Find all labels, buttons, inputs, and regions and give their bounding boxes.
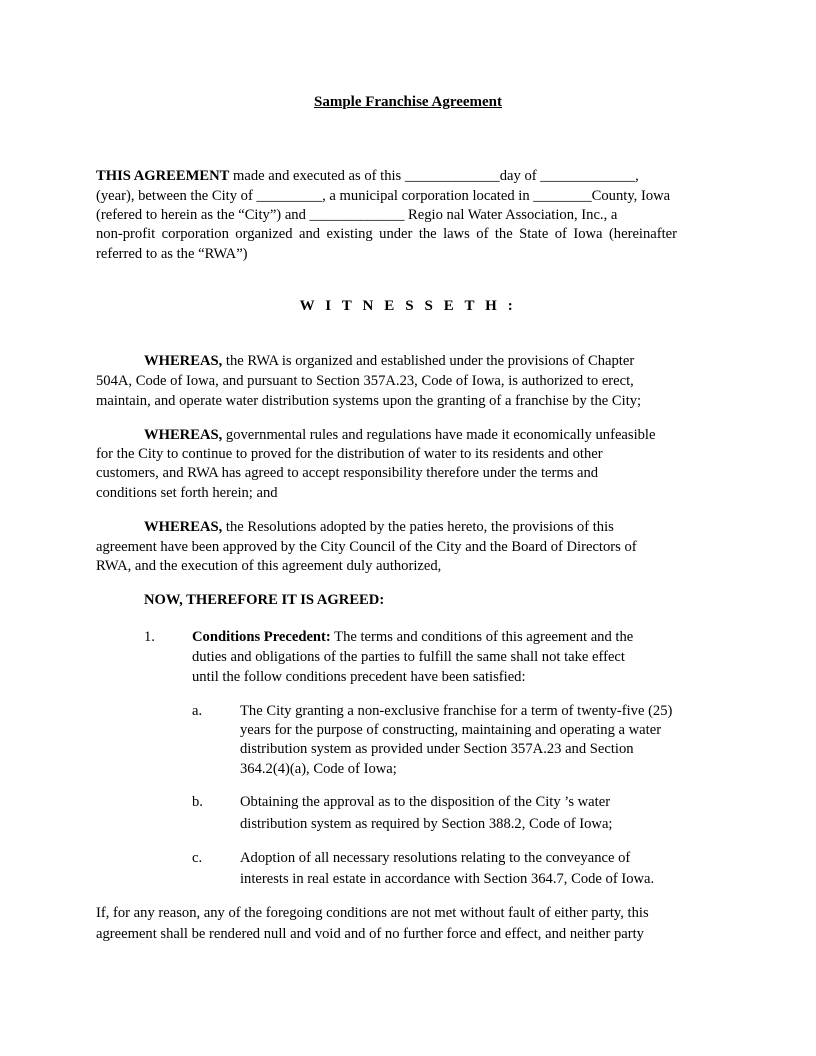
whereas-3-line-1 — [144, 518, 614, 538]
section-1-line-3: until the follow conditions precedent have been satisfied: — [192, 669, 526, 685]
intro-line-5: referred to as the “RWA”) — [96, 246, 248, 262]
section-1-number: 1. — [144, 629, 155, 645]
item-a-line-2: years for the purpose of constructing, maintaining and operating a water — [240, 722, 662, 738]
whereas-3-line-2: agreement have been approved by the City Council of the City and the Board of Directors of — [96, 539, 637, 555]
whereas-1-line-3: maintain, and operate water distribution systems upon the granting of a franchise by the City; — [96, 393, 642, 409]
whereas-2-line-3: customers, and RWA has agreed to accept responsibility therefore under the terms and — [96, 465, 599, 481]
item-b-line-1: Obtaining the approval as to the disposition of the City ’s water — [240, 794, 611, 810]
item-b-label: b. — [192, 794, 203, 810]
closing-line-1: If, for any reason, any of the foregoing conditions are not met without fault of either party, this — [96, 905, 649, 921]
witnesseth-heading: W I T N E S S E T H : — [299, 298, 517, 314]
item-a-line-4: 364.2(4)(a), Code of Iowa; — [240, 761, 397, 777]
whereas-2-lead: WHEREAS, — [144, 427, 223, 443]
item-a-line-3: distribution system as provided under Section 357A.23 and Section — [240, 741, 634, 757]
item-c-label: c. — [192, 850, 203, 866]
whereas-2-line-1-text: governmental rules and regulations have made it economically unfeasible — [222, 427, 656, 443]
now-therefore-heading: NOW, THEREFORE IT IS AGREED: — [144, 592, 385, 608]
intro-line-2: (year), between the City of _________, a municipal corporation located in ________County, Iowa — [96, 188, 671, 204]
document-title: Sample Franchise Agreement — [313, 94, 503, 110]
whereas-1-line-1 — [144, 352, 634, 372]
intro-lead: THIS AGREEMENT — [96, 168, 230, 184]
whereas-1-line-1-text: the RWA is organized and established under the provisions of Chapter — [222, 353, 635, 369]
whereas-3-line-3: RWA, and the execution of this agreement duly authorized, — [96, 558, 442, 574]
section-1-line-2: duties and obligations of the parties to fulfill the same shall not take effect — [192, 649, 625, 665]
whereas-2-line-2: for the City to continue to proved for the distribution of water to its residents and other — [96, 446, 603, 462]
section-1-heading: Conditions Precedent: — [192, 629, 331, 645]
whereas-3-line-1-text: the Resolutions adopted by the paties hereto, the provisions of this — [222, 519, 614, 535]
whereas-2-line-4: conditions set forth herein; and — [96, 485, 278, 501]
whereas-3-lead: WHEREAS, — [144, 519, 223, 535]
item-b-line-2: distribution system as required by Section 388.2, Code of Iowa; — [240, 816, 613, 832]
section-1-line-1-text: The terms and conditions of this agreement and the — [330, 629, 634, 645]
item-c-line-1: Adoption of all necessary resolutions relating to the conveyance of — [240, 850, 631, 866]
whereas-1-line-2: 504A, Code of Iowa, and pursuant to Section 357A.23, Code of Iowa, is authorized to erect, — [96, 373, 634, 389]
section-1-line-1 — [192, 628, 633, 648]
whereas-1-lead: WHEREAS, — [144, 353, 223, 369]
closing-line-2: agreement shall be rendered null and void and of no further force and effect, and neither party — [96, 926, 644, 942]
item-c-line-2: interests in real estate in accordance with Section 364.7, Code of Iowa. — [240, 871, 655, 887]
intro-line-4: non-profit corporation organized and existing under the laws of the State of Iowa (hereinafter — [96, 226, 677, 242]
whereas-2-line-1 — [144, 426, 655, 446]
item-a-line-1: The City granting a non-exclusive franchise for a term of twenty-five (25) — [240, 703, 673, 719]
item-a-label: a. — [192, 703, 203, 719]
intro-line-1-text: made and executed as of this _____________day of _____________, — [229, 168, 639, 184]
intro-line-1 — [96, 167, 639, 187]
intro-line-3: (refered to herein as the “City”) and _____________ Regio nal Water Association, Inc., a — [96, 207, 618, 223]
